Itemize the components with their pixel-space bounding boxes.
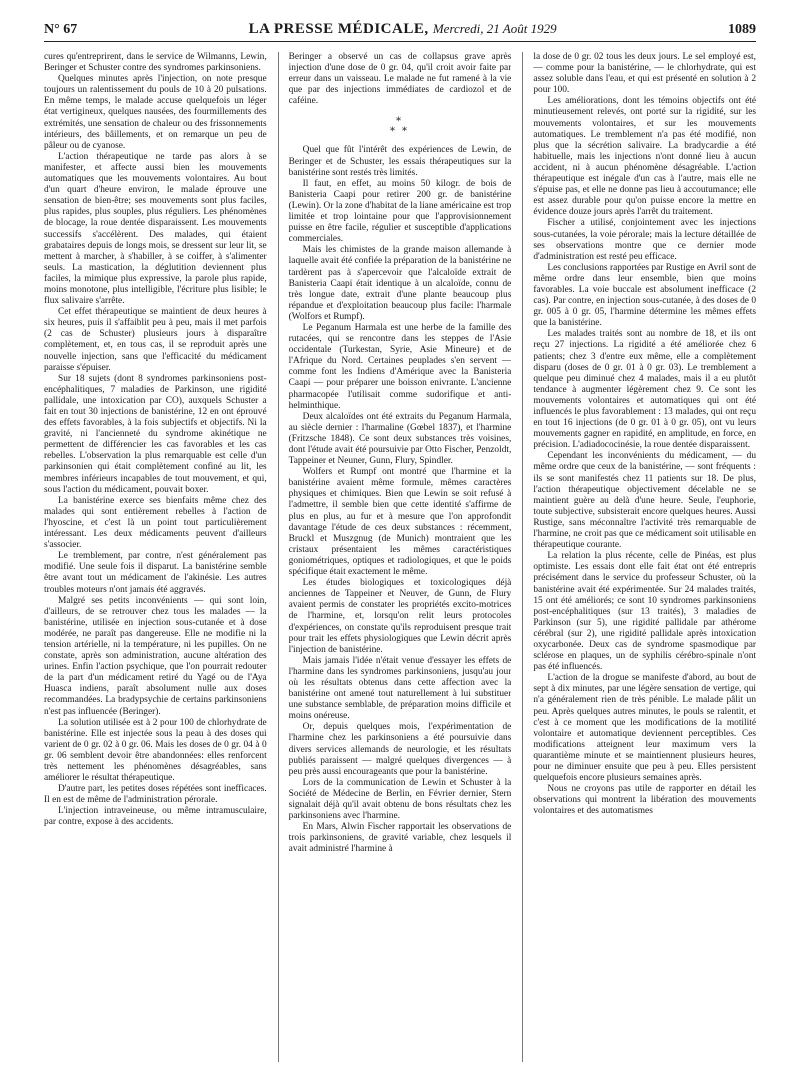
- paragraph: Le tremblement, par contre, n'est généralement pas modifié. Une seule fois il disparut. La banistérine semble être avant tout un médicament de l'akinésie. Les autres troubles moteurs n'ont jamais été aggravés.: [44, 551, 267, 595]
- paragraph: Wolfers et Rumpf ont montré que l'harmine et la banistérine avaient même formule, mêmes caractères physiques et chimiques. Bien que Lewin se soit refusé à l'admettre, il semble bien que cette identité s'affirme de plus en plus, au fur et à mesure que l'on approfondit davantage l'étude de ces deux substances : récemment, Bruckl et Muszgnug (de Munich) montraient que les cristaux présentaient les mêmes caractéristiques goniométriques, optiques et radiologiques, et que le poids spécifique était exactement le même.: [288, 467, 512, 578]
- paragraph: Mais jamais l'idée n'était venue d'essayer les effets de l'harmine dans les syndromes parkinsoniens, jusqu'au jour où les résultats obtenus dans cette affection avec la banistérine ont amené tout naturellement à lui substituer une substance semblable, de préparation moins difficile et moins onéreuse.: [288, 655, 512, 722]
- paragraph: Cet effet thérapeutique se maintient de deux heures à six heures, puis il s'affaiblit peu à peu, mais il met parfois (2 cas de Schuster) plusieurs jours à disparaître complètement, et, en tous cas, il se reproduit après une nouvelle injection, sans que l'efficacité du médicament paraisse s'épuiser.: [44, 307, 267, 373]
- svg-text:*: *: [396, 116, 401, 128]
- section-separator: [289, 115, 512, 137]
- svg-text:*: *: [390, 126, 395, 138]
- paragraph: Nous ne croyons pas utile de rapporter en détail les observations qui montrent la libération des mouvements volontaires et des automatismes: [533, 784, 756, 817]
- asterism-icon: [388, 115, 412, 137]
- paragraph: Quel que fût l'intérêt des expériences de Lewin, de Beringer et de Schuster, les essais thérapeutiques sur la banistérine sont restés très limités.: [288, 145, 512, 178]
- paragraph: La solution utilisée est à 2 pour 100 de chlorhydrate de banistérine. Elle est injectée sous la peau à des doses qui varient de 0 gr. 02 à 0 gr. 06. Mais les doses de 0 gr. 04 à 0 gr. 06 semblent devoir être abandonnées: elles renforcent très nettement les phénomènes désagréables, sans améliorer le résultat thérapeutique.: [44, 717, 267, 784]
- paragraph: Sur 18 sujets (dont 8 syndromes parkinsoniens post-encéphalitiques, 7 maladies de Parkinson, une rigidité pallidale, une intoxication par CO), auxquels Schuster a fait en tout 30 injections de banistérine, 12 en ont éprouvé des effets favorables, à la fois subjectifs et objectifs. Ni la gravité, ni l'ancienneté du syndrome akinétique ne permettent de différencier les cas favorables et les cas rebelles. L'observation la plus remarquable est celle d'un parkinsonien qui était complètement confiné au lit, les membres inférieurs incapables de tout mouvement, et qui, sous l'action du médicament, pouvait boxer.: [44, 373, 267, 495]
- paragraph: Fischer a utilisé, conjointement avec les injections sous-cutanées, la voie pérorale; mais la lecture détaillée de ses observations montre que ce dernier mode d'administration est resté peu efficace.: [533, 218, 756, 262]
- paragraph: Les conclusions rapportées par Rustige en Avril sont de même ordre dans leur ensemble, bien que moins favorables. La voie buccale est absolument inefficace (2 cas). Par contre, en injection sous-cutanée, à des doses de 0 gr. 005 à 0 gr. 05, l'harmine détermine les mêmes effets que la banistérine.: [533, 262, 756, 329]
- paragraph: Beringer a observé un cas de collapsus grave après injection d'une dose de 0 gr. 04, qu'il croit avoir faite par erreur dans un vaisseau. Le malade ne fut ramené à la vie que par des injections immédiates de cardiozol et de caféine.: [288, 52, 512, 107]
- svg-text:*: *: [402, 126, 407, 138]
- paragraph: Lors de la communication de Lewin et Schuster à la Société de Médecine de Berlin, en Février dernier, Stern signalait déjà qu'il avait obtenu de bons résultats chez les parkinsoniens avec l'harmine.: [288, 777, 512, 822]
- paragraph: D'autre part, les petites doses répétées sont inefficaces. Il en est de même de l'administration pérorale.: [44, 784, 267, 806]
- paragraph: Deux alcaloïdes ont été extraits du Peganum Harmala, au siècle dernier : l'harmaline (Gœbel 1837), et l'harmine (Fritzsche 1848). Ce sont deux substances très voisines, dont l'étude avait été poursuivie par Otto Fischer, Penzoldt, Tappeiner et Neuner, Gunn, Flury, Spindler.: [288, 411, 512, 467]
- paragraph: la dose de 0 gr. 02 tous les deux jours. Le sel employé est, — comme pour la banistérine, — le chlorhydrate, qui est assez soluble dans l'eau, et qui est présenté en solution à 2 pour 100.: [533, 52, 756, 96]
- page-number: 1089: [727, 21, 756, 37]
- paragraph: Les améliorations, dont les témoins objectifs ont été minutieusement relevés, ont porté sur la rigidité, sur les mouvements volontaires, et sur les mouvements automatiques. Le tremblement n'a pas été modifié, non plus que la sécrétion salivaire. La bradycardie a été habituelle, mais les injections n'ont donné lieu à aucun accident, ni à aucun phénomène désagréable. L'action thérapeutique est inégale d'un cas à l'autre, mais elle ne s'épuise pas, et elle ne donne pas lieu à accoutumance; elle est assez durable pour qu'on puisse encore la mettre en évidence douze jours après l'arrêt du traitement.: [533, 96, 756, 218]
- paragraph: Les malades traités sont au nombre de 18, et ils ont reçu 27 injections. La rigidité a été améliorée chez 6 patients; chez 3 d'entre eux même, elle a complètement disparu (doses de 0 gr. 01 à 0 gr. 03). Le tremblement a quelque peu diminué chez 4 malades, mais il a eu plutôt tendance à augmenter légèrement chez 9. Ce sont les mouvements volontaires et automatiques qui ont été influencés le plus favorablement : 13 malades, qui ont reçu en tout 16 injections (de 0 gr. 01 à 0 gr. 05), ont vu leurs mouvements gagner en rapidité, en amplitude, en force, en précision. L'adiadococinésie, la roue dentée disparaissent.: [533, 329, 756, 451]
- journal-title: [249, 21, 557, 38]
- paragraph: L'action thérapeutique ne tarde pas alors à se manifester, et affecte aussi bien les mouvements automatiques que les mouvements volontaires. Au bout d'un quart d'heure environ, le malade éprouve une sensation de bien-être; ses mouvements sont plus faciles, plus rapides, plus souples, plus réguliers. Les phénomènes de blocage, la roue dentée disparaissent. Les mouvements successifs s'accélèrent. Des malades, qui étaient grabataires depuis de longs mois, se dressent sur leur lit, se mettent à marcher, à s'habiller, à se coiffer, à s'alimenter seuls. La mastication, la déglutition deviennent plus faciles, la mimique plus expressive, la parole plus rapide, moins monotone, plus intelligible, l'écriture plus lisible; le flux salivaire s'arrête.: [44, 151, 267, 307]
- issue-number: N° 67: [44, 21, 78, 37]
- paragraph: En Mars, Alwin Fischer rapportait les observations de trois parkinsoniens, de gravité variable, chez lesquels il avait administré l'harmine à: [288, 822, 512, 855]
- paragraph: Cependant les inconvénients du médicament, — du même ordre que ceux de la banistérine, — sont fréquents : ils se sont manifestés chez 11 patients sur 18. De plus, l'action thérapeutique objectivement décelable ne se maintient guère au delà d'une heure. Seule, l'euphorie, toute subjective, subsisterait encore quelques heures. Aussi Rustige, sans méconnaître l'activité très remarquable de l'harmine, ne croit pas que ce médicament soit utilisable en thérapeutique courante.: [533, 451, 756, 551]
- paragraph: Les études biologiques et toxicologiques déjà anciennes de Tappeiner et Neuver, de Gunn, de Flury avaient permis de constater les propriétés excito-motrices de l'harmine, et, lorsqu'on relit leurs protocoles d'expériences, on constate qu'ils reproduisent presque trait pour trait les effets physiologiques que Lewin décrit après l'injection de banistérine.: [288, 578, 512, 655]
- paragraph: La banistérine exerce ses bienfaits même chez des malades qui sont entièrement rebelles à l'action de l'hyoscine, et c'est là un point tout particulièrement intéressant. Les deux médicaments peuvent d'ailleurs s'associer.: [44, 495, 267, 551]
- paragraph: Il faut, en effet, au moins 50 kilogr. de bois de Banisteria Caapi pour retirer 200 gr. de banistérine (Lewin). Or la zone d'habitat de la liane américaine est trop limitée et trop lointaine pour que l'approvisionnement puisse en être facile, régulier et susceptible d'applications commerciales.: [288, 178, 512, 245]
- page-header: [44, 20, 756, 42]
- column-2-body: [289, 145, 512, 855]
- column-2: [278, 52, 512, 1062]
- text-columns: [44, 52, 756, 1062]
- paragraph: Malgré ses petits inconvénients — qui sont loin, d'ailleurs, de se retrouver chez tous les malades — la banistérine, utilisée en injection sous-cutanée et à dose modérée, ne paraît pas dangereuse. Elle ne modifie ni la tension artérielle, ni la température, ni les pupilles. On ne constate, après son administration, aucune altération des urines. Enfin l'action psychique, que l'on pourrait redouter de la part d'un médicament retiré du Yagé ou de l'Aya Huasca indiens, paraît absolument nulle aux doses recommandées. La bradypsychie de certains parkinsoniens n'est pas influencée (Beringer).: [44, 595, 267, 717]
- issue-date: Mercredi, 21 Août 1929: [432, 21, 557, 36]
- column-3: [522, 52, 756, 1062]
- paragraph: L'injection intraveineuse, ou même intramusculaire, par contre, expose à des accidents.: [44, 806, 267, 828]
- paragraph: Or, depuis quelques mois, l'expérimentation de l'harmine chez les parkinsoniens a été poursuivie dans divers services allemands de neurologie, et les résultats publiés paraissent — malgré quelques divergences — à peu près aussi encourageants que pour la banistérine.: [288, 722, 512, 777]
- paragraph: La relation la plus récente, celle de Pinéas, est plus optimiste. Les essais dont elle fait état ont été entrepris précisément dans le service du professeur Schuster, où la banistérine avait été expérimentée. Sur 24 malades traités, 15 ont été améliorés; ce sont 10 syndromes parkinsoniens post-encéphalitiques (sur 13 traités), 3 maladies de Parkinson (sur 5), une rigidité pallidale par athérome cérébral (sur 2), une rigidité pallidale après intoxication oxycarbonée. Deux cas de syndrome spasmodique par sclérose en plaques, un de syphilis cérébro-spinale n'ont pas été influencés.: [533, 551, 756, 673]
- column-3-body: [533, 52, 756, 817]
- paragraph: L'action de la drogue se manifeste d'abord, au bout de sept à dix minutes, par une légère sensation de vertige, qui n'a généralement rien de très pénible. Le malade pâlit un peu. Après quelques autres minutes, le pouls se ralentit, et c'est à ce moment que les modifications de la motilité volontaire et automatique deviennent perceptibles. Ces modifications atteignent leur maximum vers la quarantième minute et se maintiennent plusieurs heures, pour ne diminuer ensuite que peu à peu. Elles persistent quelquefois encore plusieurs semaines après.: [533, 673, 756, 784]
- journal-name: LA PRESSE MÉDICALE,: [248, 21, 429, 37]
- column-2-top: [289, 52, 512, 107]
- paragraph: Quelques minutes après l'injection, on note presque toujours un ralentissement du pouls de 10 à 20 pulsations. En même temps, le malade accuse quelquefois un léger état vertigineux, quelques nausées, des fourmillements des extrémités, une sensation de chaleur ou des frissonnements intérieurs, des bâillements, et on remarque un peu de pâleur ou de cyanose.: [44, 74, 267, 151]
- paragraph: cures qu'entreprirent, dans le service de Wilmanns, Lewin, Beringer et Schuster contre des syndromes parkinsoniens.: [44, 52, 267, 74]
- column-1: [44, 52, 267, 1062]
- paragraph: Mais les chimistes de la grande maison allemande à laquelle avait été confiée la préparation de la banistérine ne tardèrent pas à s'apercevoir que l'alcaloïde extrait de Banisteria Caapi était identique à un alcaloïde, connu de très longue date, extrait d'une plante beaucoup plus répandue et d'exploitation beaucoup plus facile: l'harmale (Wolfors et Rumpf).: [288, 245, 512, 322]
- column-1-body: [44, 52, 267, 829]
- paragraph: Le Peganum Harmala est une herbe de la famille des rutacées, qui se rencontre dans les steppes de l'Asie occidentale (Turkestan, Syrie, Asie Mineure) et de l'Afrique du Nord. Certaines peuplades s'en servent — comme font les Indiens d'Amérique avec la Banisteria Caapi — pour préparer une boisson enivrante. L'ancienne pharmacopée l'utilisait comme sudorifique et anti-helminthique.: [288, 322, 512, 411]
